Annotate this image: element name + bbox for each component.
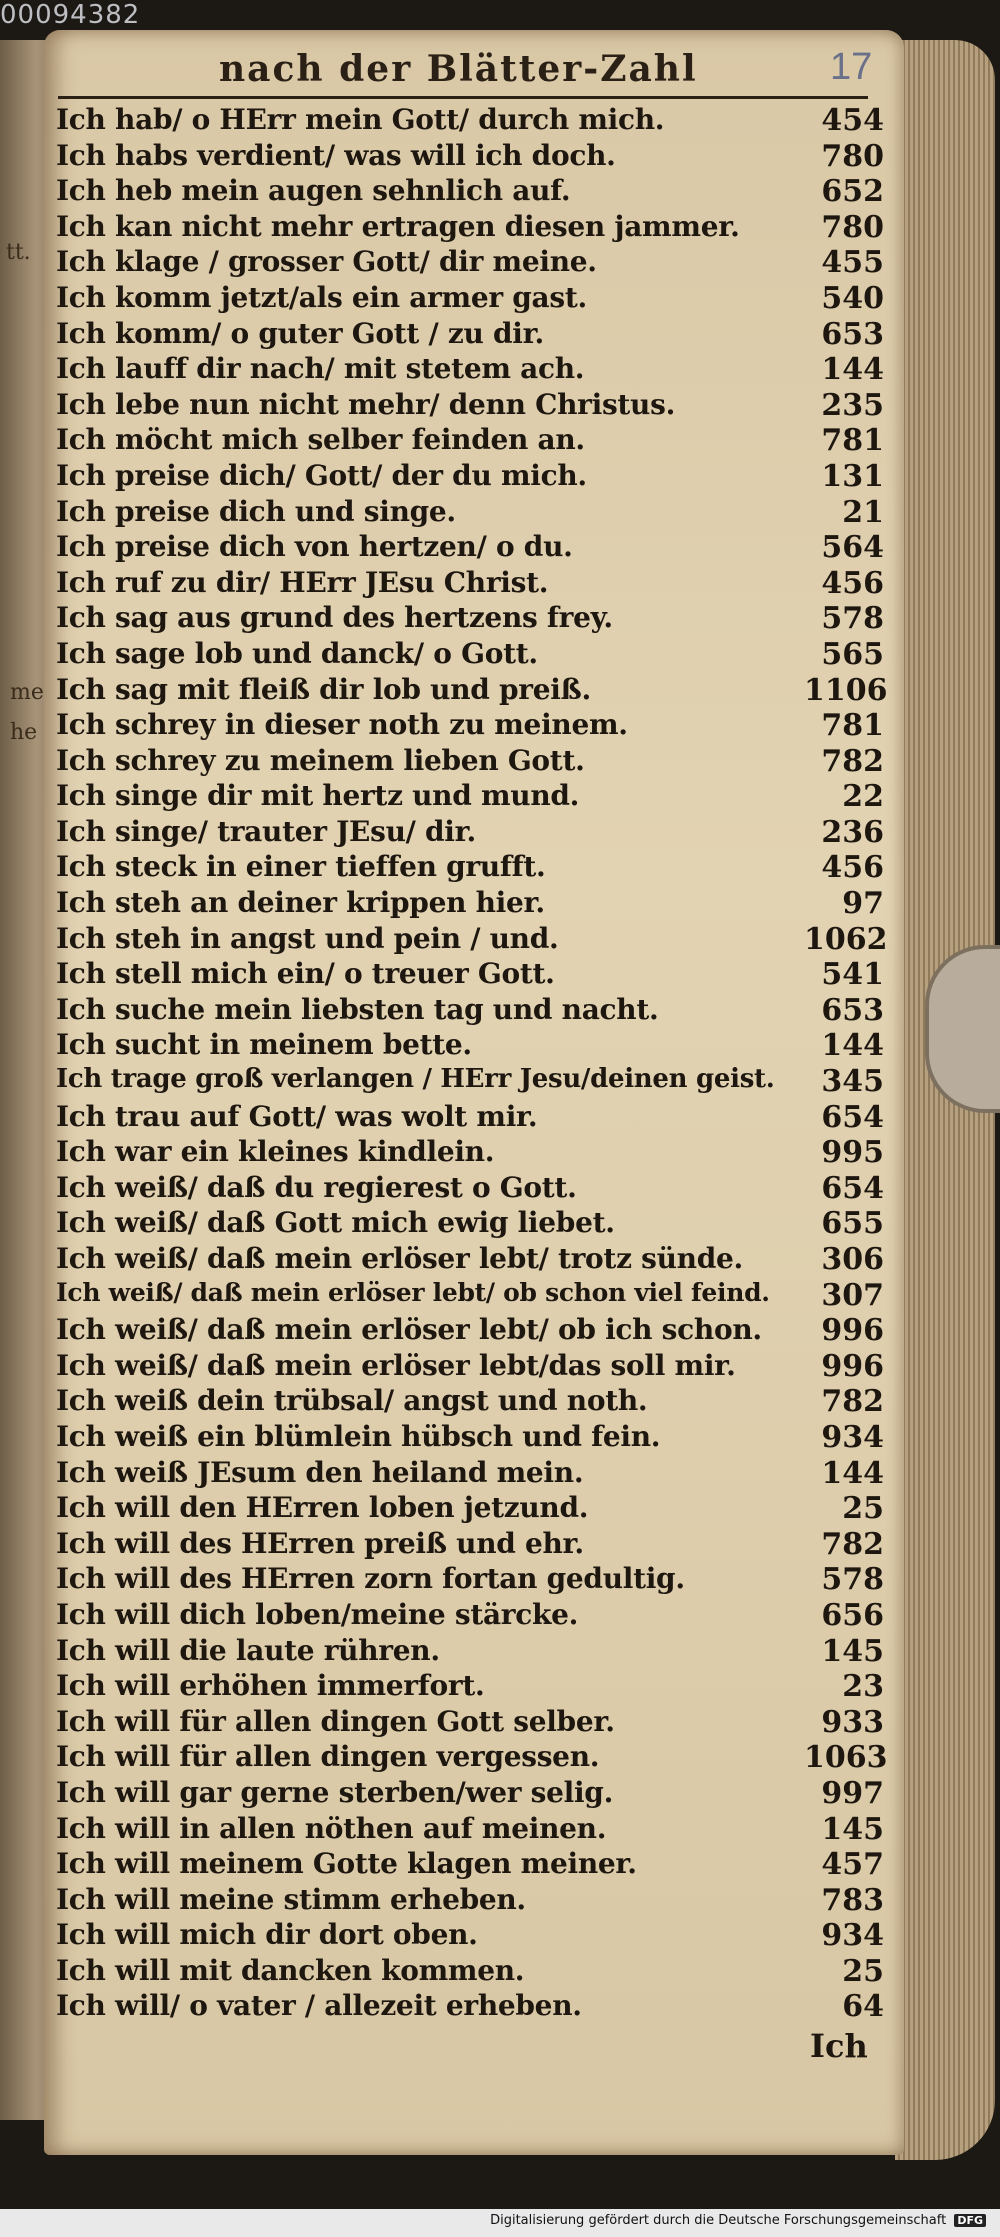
index-entry bbox=[44, 1737, 904, 1776]
entry-incipit: Ich trau auf Gott/ was wolt mir. bbox=[56, 1099, 538, 1133]
index-entry bbox=[44, 705, 904, 744]
entry-page-number: 457 bbox=[821, 1847, 884, 1883]
entry-page-number: 25 bbox=[842, 1953, 884, 1989]
entry-page-number: 995 bbox=[821, 1135, 884, 1171]
index-entry bbox=[44, 1915, 904, 1954]
entry-incipit: Ich will meinem Gotte klagen meiner. bbox=[56, 1847, 637, 1881]
entry-incipit: Ich will mich dir dort oben. bbox=[56, 1918, 478, 1952]
entry-incipit: Ich will für allen dingen Gott selber. bbox=[56, 1704, 615, 1738]
entry-page-number: 656 bbox=[821, 1597, 884, 1633]
entry-incipit: Ich will/ o vater / allezeit erheben. bbox=[56, 1989, 582, 2023]
index-entry bbox=[44, 1417, 904, 1453]
index-entry bbox=[44, 1061, 904, 1100]
entry-incipit: Ich will erhöhen immerfort. bbox=[56, 1669, 485, 1703]
entry-incipit: Ich will meine stimm erheben. bbox=[56, 1882, 526, 1916]
entry-incipit: Ich steck in einer tieffen grufft. bbox=[56, 850, 546, 884]
entry-incipit: Ich singe dir mit hertz und mund. bbox=[56, 779, 580, 813]
index-entry bbox=[44, 527, 904, 566]
index-entry bbox=[44, 1809, 904, 1845]
entry-incipit: Ich schrey in dieser noth zu meinem. bbox=[56, 708, 628, 742]
entry-incipit: Ich suche mein liebsten tag und nacht. bbox=[56, 992, 659, 1026]
entry-incipit: Ich sag mit fleiß dir lob und preiß. bbox=[56, 672, 591, 706]
index-entry bbox=[44, 1488, 904, 1527]
index-entry bbox=[44, 954, 904, 993]
entry-page-number: 345 bbox=[821, 1064, 884, 1100]
entry-page-number: 541 bbox=[821, 957, 884, 993]
entry-incipit: Ich preise dich von hertzen/ o du. bbox=[56, 530, 573, 564]
entry-incipit: Ich weiß ein blümlein hübsch und fein. bbox=[56, 1419, 661, 1453]
entry-page-number: 540 bbox=[821, 280, 884, 316]
entry-page-number: 22 bbox=[842, 779, 884, 815]
scan-id-label: 00094382 bbox=[0, 0, 141, 30]
entry-incipit: Ich lebe nun nicht mehr/ denn Christus. bbox=[56, 387, 676, 421]
index-entry bbox=[44, 1951, 904, 1987]
entry-incipit: Ich möcht mich selber feinden an. bbox=[56, 423, 585, 457]
index-entry bbox=[44, 634, 904, 670]
entry-incipit: Ich habs verdient/ was will ich doch. bbox=[56, 138, 616, 172]
entry-incipit: Ich komm jetzt/als ein armer gast. bbox=[56, 280, 587, 314]
footer-strip bbox=[0, 2209, 1000, 2237]
entry-page-number: 565 bbox=[821, 636, 884, 672]
index-entry bbox=[44, 847, 904, 886]
entry-page-number: 654 bbox=[821, 1099, 884, 1135]
entry-page-number: 131 bbox=[821, 458, 884, 494]
entry-incipit: Ich war ein kleines kindlein. bbox=[56, 1135, 495, 1169]
entry-page-number: 64 bbox=[842, 1989, 884, 2025]
entry-page-number: 1063 bbox=[804, 1740, 888, 1776]
index-entry bbox=[44, 1381, 904, 1420]
index-entry bbox=[44, 1986, 904, 2025]
index-entry bbox=[44, 1453, 904, 1489]
dfg-logo-icon: DFG bbox=[954, 2214, 986, 2227]
index-entry bbox=[44, 1346, 904, 1382]
index-entry bbox=[44, 990, 904, 1026]
index-entry bbox=[44, 136, 904, 172]
entry-incipit: Ich singe/ trauter JEsu/ dir. bbox=[56, 814, 476, 848]
index-entry bbox=[44, 420, 904, 459]
index-entry bbox=[44, 919, 904, 955]
index-entry bbox=[44, 1524, 904, 1560]
catchword: Ich bbox=[810, 2027, 868, 2065]
entry-page-number: 996 bbox=[821, 1313, 884, 1349]
entry-incipit: Ich schrey zu meinem lieben Gott. bbox=[56, 743, 585, 777]
entry-incipit: Ich klage / grosser Gott/ dir meine. bbox=[56, 245, 597, 279]
index-entry bbox=[44, 207, 904, 243]
index-entry bbox=[44, 100, 904, 136]
entry-incipit: Ich stell mich ein/ o treuer Gott. bbox=[56, 957, 555, 991]
entry-incipit: Ich trage groß verlangen / HErr Jesu/deinen geist. bbox=[56, 1064, 775, 1095]
index-entry bbox=[44, 1844, 904, 1883]
entry-page-number: 781 bbox=[821, 708, 884, 744]
entry-page-number: 306 bbox=[821, 1242, 884, 1277]
entry-incipit: Ich will des HErren preiß und ehr. bbox=[56, 1526, 584, 1560]
index-entry bbox=[44, 563, 904, 599]
entry-incipit: Ich weiß/ daß mein erlöser lebt/ ob ich schon. bbox=[56, 1313, 762, 1347]
running-head: nach der Blätter-Zahl bbox=[219, 48, 698, 90]
entry-incipit: Ich weiß JEsum den heiland mein. bbox=[56, 1455, 584, 1489]
entry-page-number: 145 bbox=[821, 1811, 884, 1847]
entry-page-number: 578 bbox=[821, 1562, 884, 1598]
index-entry bbox=[44, 741, 904, 777]
margin-fragment: me bbox=[10, 680, 44, 705]
index-entry bbox=[44, 1132, 904, 1171]
entry-page-number: 235 bbox=[821, 387, 884, 423]
entry-page-number: 455 bbox=[821, 245, 884, 281]
index-entry bbox=[44, 883, 904, 922]
entry-incipit: Ich will den HErren loben jetzund. bbox=[56, 1491, 589, 1525]
entry-page-number: 21 bbox=[842, 494, 884, 530]
entry-page-number: 654 bbox=[821, 1170, 884, 1206]
entry-page-number: 578 bbox=[821, 601, 884, 637]
entry-incipit: Ich will des HErren zorn fortan gedultig. bbox=[56, 1562, 685, 1596]
entry-incipit: Ich heb mein augen sehnlich auf. bbox=[56, 174, 571, 208]
entry-incipit: Ich hab/ o HErr mein Gott/ durch mich. bbox=[56, 103, 665, 136]
entry-incipit: Ich weiß/ daß mein erlöser lebt/ trotz sünde. bbox=[56, 1242, 743, 1275]
index-entry bbox=[44, 1595, 904, 1631]
entry-incipit: Ich weiß/ daß Gott mich ewig liebet. bbox=[56, 1206, 615, 1240]
entry-page-number: 1062 bbox=[804, 921, 888, 957]
entry-incipit: Ich steh an deiner krippen hier. bbox=[56, 886, 545, 920]
margin-fragment: he bbox=[10, 720, 38, 745]
entry-incipit: Ich will gar gerne sterben/wer selig. bbox=[56, 1775, 614, 1809]
entry-incipit: Ich weiß dein trübsal/ angst und noth. bbox=[56, 1384, 648, 1418]
entry-page-number: 997 bbox=[821, 1775, 884, 1811]
index-entry bbox=[44, 242, 904, 281]
index-entry bbox=[44, 1773, 904, 1809]
index-entry bbox=[44, 1168, 904, 1204]
entry-page-number: 23 bbox=[842, 1669, 884, 1705]
book-page bbox=[44, 30, 904, 2155]
entry-page-number: 144 bbox=[821, 1028, 884, 1064]
index-entry bbox=[44, 278, 904, 314]
entry-page-number: 145 bbox=[821, 1633, 884, 1669]
entry-incipit: Ich sag aus grund des hertzens frey. bbox=[56, 601, 613, 635]
entry-page-number: 454 bbox=[821, 103, 884, 138]
index-entry bbox=[44, 1275, 904, 1311]
index-entry bbox=[44, 1203, 904, 1242]
entry-incipit: Ich preise dich und singe. bbox=[56, 494, 456, 528]
entry-incipit: Ich sucht in meinem bette. bbox=[56, 1028, 472, 1062]
index-entry bbox=[44, 1559, 904, 1598]
entry-incipit: Ich preise dich/ Gott/ der du mich. bbox=[56, 458, 587, 492]
entry-page-number: 783 bbox=[821, 1882, 884, 1918]
entry-page-number: 653 bbox=[821, 992, 884, 1028]
entry-incipit: Ich will in allen nöthen auf meinen. bbox=[56, 1811, 607, 1845]
index-list bbox=[44, 100, 904, 2025]
index-entry bbox=[44, 1631, 904, 1667]
entry-page-number: 307 bbox=[821, 1277, 884, 1313]
index-entry bbox=[44, 812, 904, 848]
entry-incipit: Ich will für allen dingen vergessen. bbox=[56, 1740, 600, 1774]
index-entry bbox=[44, 456, 904, 492]
entry-page-number: 1106 bbox=[804, 672, 888, 708]
entry-incipit: Ich sage lob und danck/ o Gott. bbox=[56, 636, 538, 670]
folio-number: 17 bbox=[830, 46, 873, 88]
entry-incipit: Ich kan nicht mehr ertragen diesen jammer. bbox=[56, 209, 740, 243]
entry-incipit: Ich will dich loben/meine stärcke. bbox=[56, 1597, 579, 1631]
index-entry bbox=[44, 1239, 904, 1275]
index-entry bbox=[44, 598, 904, 637]
entry-page-number: 144 bbox=[821, 1455, 884, 1491]
index-entry bbox=[44, 1666, 904, 1705]
entry-page-number: 933 bbox=[821, 1704, 884, 1740]
entry-incipit: Ich weiß/ daß mein erlöser lebt/das soll mir. bbox=[56, 1348, 736, 1382]
entry-page-number: 236 bbox=[821, 814, 884, 850]
footer-credit bbox=[490, 2213, 986, 2228]
entry-page-number: 653 bbox=[821, 316, 884, 352]
entry-page-number: 25 bbox=[842, 1491, 884, 1527]
index-entry bbox=[44, 171, 904, 210]
entry-page-number: 652 bbox=[821, 174, 884, 210]
entry-page-number: 782 bbox=[821, 1526, 884, 1562]
entry-page-number: 780 bbox=[821, 138, 884, 174]
entry-incipit: Ich steh in angst und pein / und. bbox=[56, 921, 559, 955]
index-entry bbox=[44, 385, 904, 421]
entry-incipit: Ich will mit dancken kommen. bbox=[56, 1953, 525, 1987]
entry-page-number: 996 bbox=[821, 1348, 884, 1384]
entry-incipit: Ich komm/ o guter Gott / zu dir. bbox=[56, 316, 544, 350]
head-rule bbox=[58, 96, 868, 99]
entry-page-number: 144 bbox=[821, 352, 884, 388]
index-entry bbox=[44, 1025, 904, 1064]
index-entry bbox=[44, 349, 904, 388]
index-entry bbox=[44, 1880, 904, 1916]
index-entry bbox=[44, 314, 904, 350]
entry-page-number: 456 bbox=[821, 565, 884, 601]
index-entry bbox=[44, 776, 904, 815]
entry-page-number: 655 bbox=[821, 1206, 884, 1242]
entry-page-number: 782 bbox=[821, 1384, 884, 1420]
entry-incipit: Ich lauff dir nach/ mit stetem ach. bbox=[56, 352, 585, 386]
entry-page-number: 934 bbox=[821, 1419, 884, 1455]
entry-page-number: 782 bbox=[821, 743, 884, 779]
entry-incipit: Ich weiß/ daß mein erlöser lebt/ ob schon viel feind. bbox=[56, 1277, 770, 1307]
entry-page-number: 781 bbox=[821, 423, 884, 459]
index-entry bbox=[44, 492, 904, 528]
entry-incipit: Ich weiß/ daß du regierest o Gott. bbox=[56, 1170, 577, 1204]
index-entry bbox=[44, 1702, 904, 1738]
entry-incipit: Ich ruf zu dir/ HErr JEsu Christ. bbox=[56, 565, 549, 599]
index-entry bbox=[44, 1097, 904, 1133]
index-entry bbox=[44, 1310, 904, 1349]
entry-incipit: Ich will die laute rühren. bbox=[56, 1633, 440, 1667]
entry-page-number: 934 bbox=[821, 1918, 884, 1954]
index-entry bbox=[44, 670, 904, 706]
footer-credit-text: Digitalisierung gefördert durch die Deutsche Forschungsgemeinschaft bbox=[490, 2213, 947, 2228]
book-clasp bbox=[925, 945, 1000, 1113]
entry-page-number: 456 bbox=[821, 850, 884, 886]
entry-page-number: 780 bbox=[821, 209, 884, 245]
entry-page-number: 97 bbox=[842, 886, 884, 922]
margin-fragment: tt. bbox=[6, 240, 31, 265]
entry-page-number: 564 bbox=[821, 530, 884, 566]
